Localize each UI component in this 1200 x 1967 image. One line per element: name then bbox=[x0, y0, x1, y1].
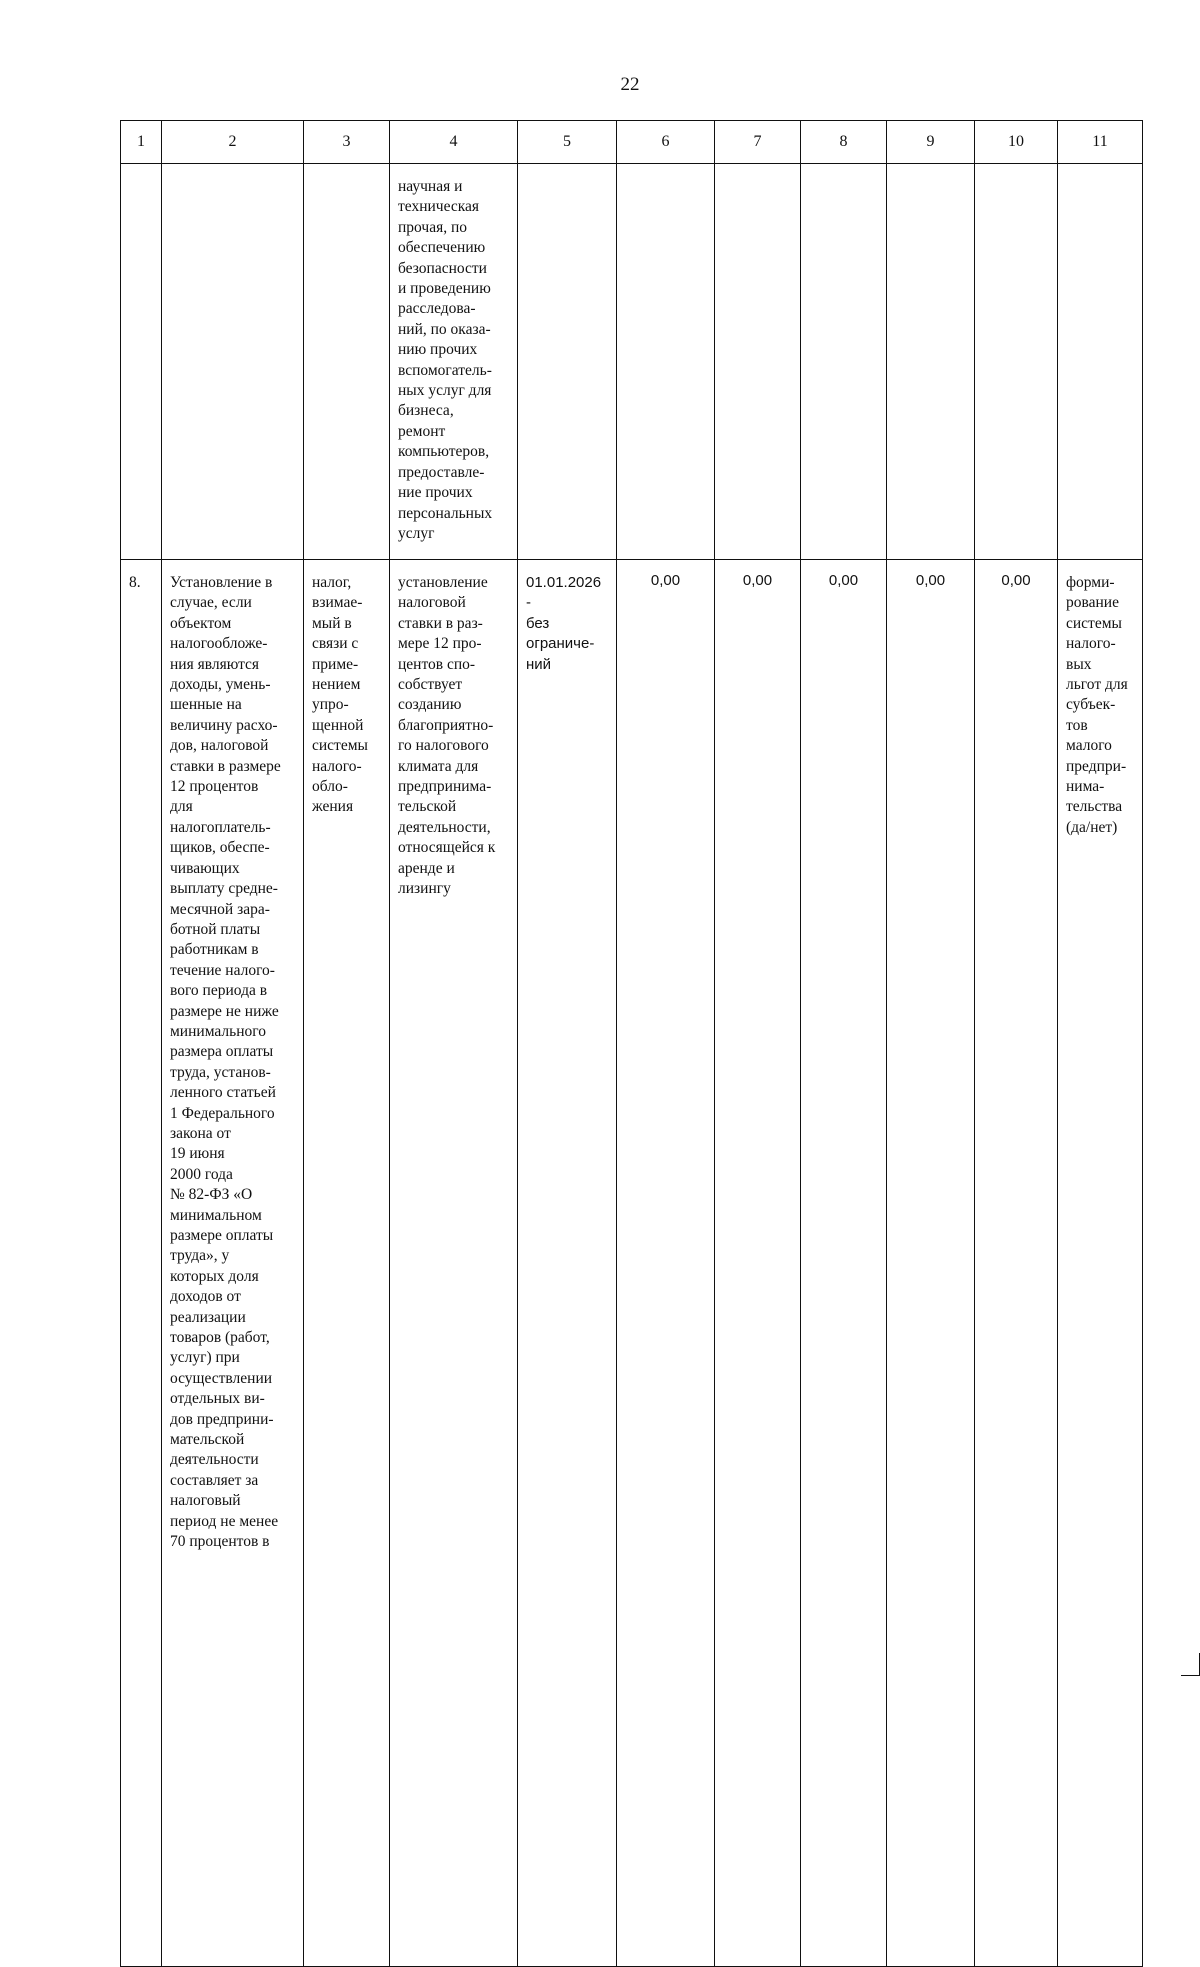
header-col-2: 2 bbox=[162, 121, 304, 164]
text-line: отдельных ви- bbox=[170, 1390, 265, 1408]
row8-col-7-value: 0,00 bbox=[742, 572, 773, 589]
row8-col-11 bbox=[1058, 560, 1143, 1967]
text-line: аренде и bbox=[398, 859, 455, 877]
text-line: работникам в bbox=[170, 941, 259, 959]
text-line: форми- bbox=[1066, 574, 1115, 591]
text-line: вспомогатель- bbox=[398, 361, 492, 379]
text-line: малого bbox=[1066, 737, 1112, 755]
row8-col-3 bbox=[304, 560, 390, 1967]
text-line: налогоплатель- bbox=[170, 818, 271, 836]
text-line: созданию bbox=[398, 696, 462, 714]
text-line: ний bbox=[526, 655, 552, 673]
text-line: вого периода в bbox=[170, 982, 268, 1000]
text-line: минимальном bbox=[170, 1206, 262, 1224]
text-line: Установление в bbox=[170, 574, 273, 591]
text-line: мере 12 про- bbox=[398, 635, 482, 653]
row8-number bbox=[121, 560, 162, 1967]
header-col-3: 3 bbox=[304, 121, 390, 164]
text-line: ботной платы bbox=[170, 920, 261, 938]
text-line: ленного статьей bbox=[170, 1084, 276, 1102]
header-col-1: 1 bbox=[121, 121, 162, 164]
text-line: ставки в раз- bbox=[398, 614, 483, 632]
row8-col-8 bbox=[801, 560, 887, 1967]
text-line: период не менее bbox=[170, 1512, 279, 1530]
text-line: нением bbox=[312, 676, 361, 694]
text-line: безопасности bbox=[398, 259, 487, 277]
text-line: 2000 года bbox=[170, 1165, 233, 1183]
cont-col-4 bbox=[390, 164, 518, 560]
page-number: 22 bbox=[620, 74, 640, 95]
text-line: центов спо- bbox=[398, 655, 476, 673]
row8-col-8-value: 0,00 bbox=[828, 572, 859, 589]
text-line: ния являются bbox=[170, 655, 260, 673]
text-line: относящейся к bbox=[398, 839, 496, 857]
text-line: услуг) при bbox=[170, 1349, 240, 1367]
text-line: предпри- bbox=[1066, 757, 1127, 775]
text-line: тельской bbox=[398, 798, 457, 816]
text-line: установление bbox=[398, 574, 488, 591]
text-line: климата для bbox=[398, 757, 479, 775]
text-line: размере не ниже bbox=[170, 1002, 279, 1020]
text-line: расследова- bbox=[398, 300, 476, 318]
cont-col-5 bbox=[518, 164, 617, 560]
header-col-6: 6 bbox=[617, 121, 715, 164]
text-line: вых bbox=[1066, 655, 1092, 673]
cont-col-3 bbox=[304, 164, 390, 560]
row8-col-9 bbox=[887, 560, 975, 1967]
text-line: ние прочих bbox=[398, 484, 473, 502]
text-line: составляет за bbox=[170, 1471, 259, 1489]
text-line: предоставле- bbox=[398, 463, 485, 481]
header-col-7: 7 bbox=[715, 121, 801, 164]
text-line: 01.01.2026 - bbox=[526, 574, 602, 612]
row8-col-11-text bbox=[1059, 561, 1141, 838]
text-line: персональных bbox=[398, 504, 493, 522]
text-line: ний, по оказа- bbox=[398, 320, 491, 338]
header-col-10: 10 bbox=[975, 121, 1058, 164]
text-line: и проведению bbox=[398, 280, 491, 298]
text-line: нима- bbox=[1066, 778, 1105, 796]
text-line: труда, установ- bbox=[170, 1063, 271, 1081]
text-line: льгот для bbox=[1066, 676, 1128, 694]
text-line: закона от bbox=[170, 1124, 231, 1142]
text-line: деятельности bbox=[170, 1451, 259, 1469]
text-line: для bbox=[170, 798, 193, 816]
text-line: течение налого- bbox=[170, 961, 275, 979]
text-line: 12 процентов bbox=[170, 778, 259, 796]
text-line: товаров (работ, bbox=[170, 1329, 270, 1347]
text-line: субъек- bbox=[1066, 696, 1116, 714]
text-line: го налогового bbox=[398, 737, 489, 755]
text-line: реализации bbox=[170, 1308, 246, 1326]
row8-col-10-value: 0,00 bbox=[1001, 572, 1031, 589]
row8-col-10 bbox=[975, 560, 1058, 1967]
text-line: без bbox=[526, 614, 550, 632]
text-line: № 82-ФЗ «О bbox=[170, 1186, 253, 1204]
text-line: налогообложе- bbox=[170, 635, 268, 653]
cont-col-7 bbox=[715, 164, 801, 560]
text-line: 70 процентов в bbox=[170, 1533, 270, 1551]
text-line: размере оплаты bbox=[170, 1227, 274, 1244]
text-line: приме- bbox=[312, 655, 359, 673]
text-line: научная и bbox=[398, 178, 463, 195]
header-col-9: 9 bbox=[887, 121, 975, 164]
text-line: мательской bbox=[170, 1431, 245, 1449]
text-line: жения bbox=[312, 798, 354, 816]
text-line: обеспечению bbox=[398, 239, 486, 257]
header-col-8: 8 bbox=[801, 121, 887, 164]
text-line: связи с bbox=[312, 635, 359, 653]
text-line: чивающих bbox=[170, 859, 240, 877]
row8-col-2 bbox=[162, 560, 304, 1967]
row8-col-6 bbox=[617, 560, 715, 1967]
tax-benefits-table bbox=[120, 120, 1143, 1967]
text-line: компьютеров, bbox=[398, 443, 490, 461]
text-line: техническая bbox=[398, 198, 480, 216]
continuation-row bbox=[121, 164, 1143, 560]
scan-corner-mark bbox=[1181, 1653, 1200, 1676]
text-line: мый в bbox=[312, 614, 352, 632]
header-col-4: 4 bbox=[390, 121, 518, 164]
text-line: осуществлении bbox=[170, 1369, 273, 1387]
cont-col-9 bbox=[887, 164, 975, 560]
cont-col-2 bbox=[162, 164, 304, 560]
text-line: взимае- bbox=[312, 594, 363, 612]
text-line: случае, если bbox=[170, 594, 252, 612]
row8-col-7 bbox=[715, 560, 801, 1967]
text-line: ных услуг для bbox=[398, 382, 492, 400]
row8-col-4 bbox=[390, 560, 518, 1967]
cont-col-4-text bbox=[391, 165, 516, 544]
text-line: тельства bbox=[1066, 798, 1123, 816]
header-col-5: 5 bbox=[518, 121, 617, 164]
text-line: системы bbox=[1066, 614, 1122, 632]
text-line: обло- bbox=[312, 778, 348, 796]
text-line: прочая, по bbox=[398, 218, 467, 236]
text-line: месячной зара- bbox=[170, 900, 270, 918]
cont-col-1 bbox=[121, 164, 162, 560]
text-line: деятельности, bbox=[398, 818, 491, 836]
cont-col-11 bbox=[1058, 164, 1143, 560]
row8-col-3-text bbox=[305, 561, 388, 818]
text-line: предпринима- bbox=[398, 778, 492, 796]
text-line: лизингу bbox=[398, 880, 451, 898]
row8-col-5-text bbox=[519, 561, 615, 675]
text-line: ставки в размере bbox=[170, 757, 281, 775]
text-line: налого- bbox=[1066, 635, 1116, 653]
text-line: ремонт bbox=[398, 422, 446, 440]
text-line: налоговой bbox=[398, 594, 466, 612]
row8-col-6-value: 0,00 bbox=[650, 572, 681, 589]
text-line: системы bbox=[312, 737, 368, 755]
text-line: дов, налоговой bbox=[170, 737, 269, 755]
header-row bbox=[121, 121, 1143, 164]
row8-col-5 bbox=[518, 560, 617, 1967]
text-line: объектом bbox=[170, 614, 232, 632]
text-line: услуг bbox=[398, 524, 435, 542]
row8-col-2-text bbox=[163, 561, 302, 1553]
row8-number-text: 8. bbox=[129, 574, 141, 591]
cont-col-6 bbox=[617, 164, 715, 560]
text-line: налог, bbox=[312, 574, 352, 591]
text-line: рование bbox=[1066, 594, 1119, 612]
text-line: (да/нет) bbox=[1066, 818, 1118, 836]
text-line: ограниче- bbox=[526, 635, 595, 653]
text-line: величину расхо- bbox=[170, 716, 278, 734]
text-line: доходы, умень- bbox=[170, 676, 271, 694]
header-col-11: 11 bbox=[1058, 121, 1143, 164]
row8-col-4-text bbox=[391, 561, 516, 900]
row8-col-9-value: 0,00 bbox=[915, 572, 946, 589]
text-line: тов bbox=[1066, 716, 1088, 734]
table-row-8 bbox=[121, 560, 1143, 1967]
text-line: 19 июня bbox=[170, 1145, 225, 1163]
text-line: дов предприни- bbox=[170, 1410, 274, 1428]
text-line: благоприятно- bbox=[398, 716, 494, 734]
text-line: выплату средне- bbox=[170, 880, 278, 898]
text-line: 1 Федерального bbox=[170, 1104, 275, 1122]
text-line: щенной bbox=[312, 716, 364, 734]
text-line: шенные на bbox=[170, 696, 242, 714]
cont-col-8 bbox=[801, 164, 887, 560]
text-line: собствует bbox=[398, 676, 463, 694]
text-line: доходов от bbox=[170, 1288, 241, 1306]
text-line: щиков, обеспе- bbox=[170, 839, 270, 857]
text-line: размера оплаты bbox=[170, 1043, 274, 1061]
text-line: нию прочих bbox=[398, 341, 478, 359]
text-line: упро- bbox=[312, 696, 349, 714]
text-line: которых доля bbox=[170, 1267, 259, 1285]
text-line: минимального bbox=[170, 1022, 266, 1040]
text-line: бизнеса, bbox=[398, 402, 454, 420]
text-line: налого- bbox=[312, 757, 362, 775]
cont-col-10 bbox=[975, 164, 1058, 560]
text-line: труда», у bbox=[170, 1247, 230, 1265]
text-line: налоговый bbox=[170, 1492, 241, 1510]
